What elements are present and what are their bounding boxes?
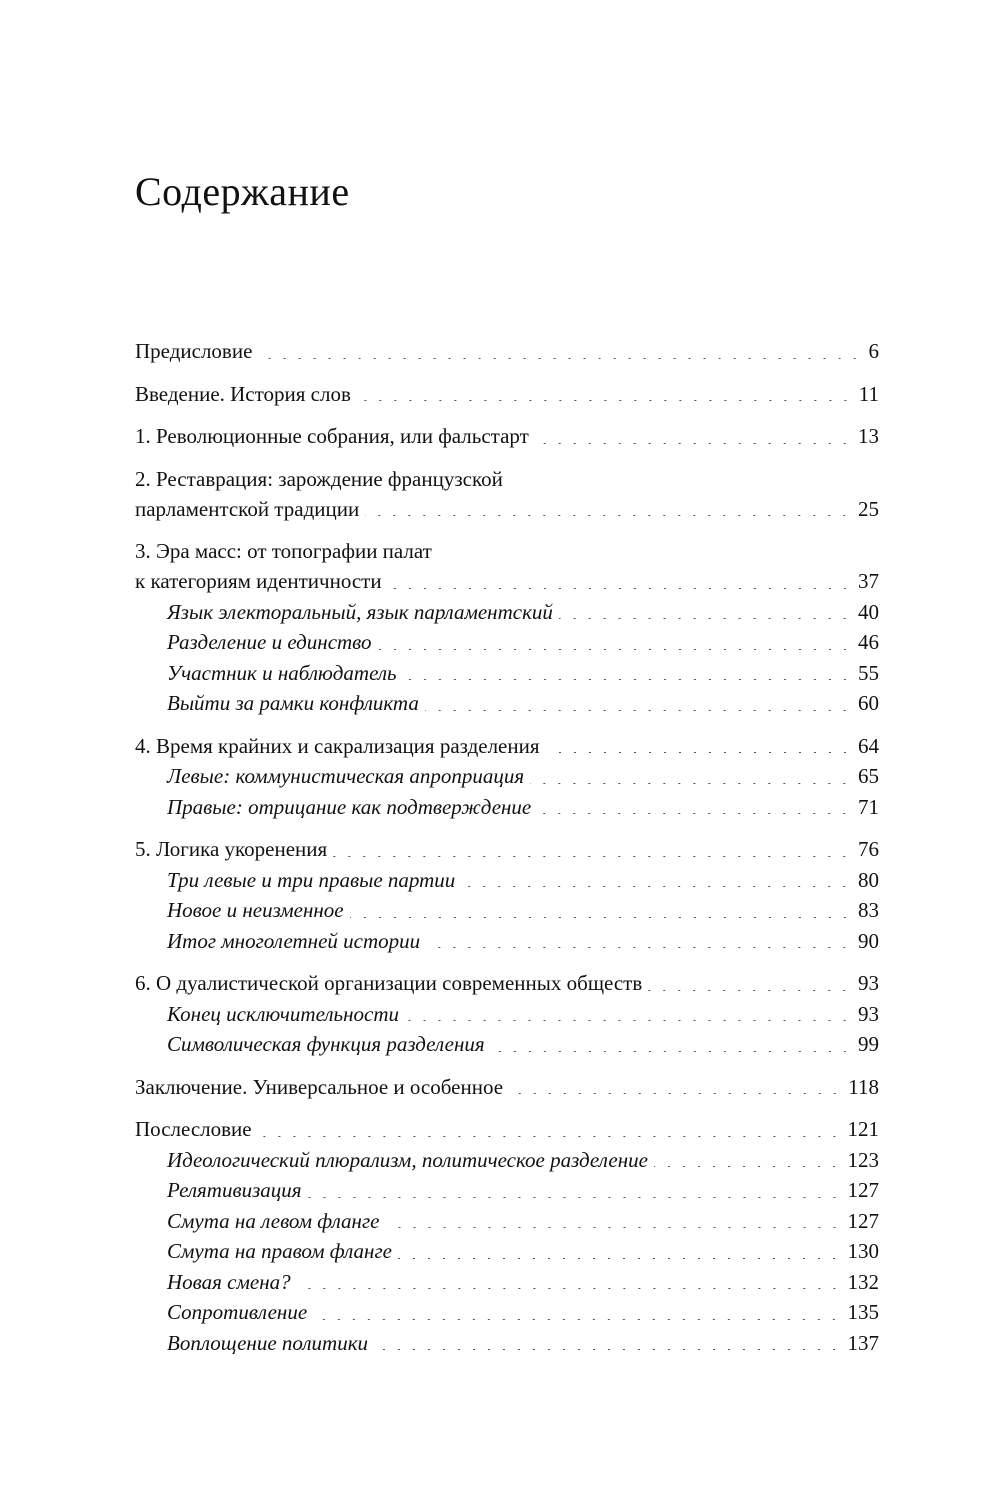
toc-subentry-label: Воплощение политики: [167, 1330, 369, 1355]
toc-section: [135, 336, 879, 367]
dot-leader: [535, 443, 852, 444]
toc-entry-page-number: 121: [847, 1117, 879, 1141]
toc-subentry-page-number: 93: [858, 1001, 879, 1026]
toc-entry-label: Введение. История слов: [135, 381, 351, 406]
dot-leader: [405, 1020, 852, 1021]
toc-subentry[interactable]: [135, 999, 879, 1030]
toc-subentry[interactable]: [135, 865, 879, 896]
toc-subentry-page-number: 127: [847, 1208, 879, 1233]
toc-subentry-page-number: 99: [858, 1032, 879, 1056]
toc-subentry-label: Символическая функция разделения: [167, 1032, 485, 1056]
dot-leader: [258, 1136, 842, 1137]
toc-subentry[interactable]: [135, 1206, 879, 1237]
toc-subentry[interactable]: [135, 926, 879, 957]
dot-leader: [403, 679, 852, 680]
page-title: Содержание: [135, 169, 350, 214]
toc-subentry[interactable]: [135, 761, 879, 792]
toc-subentry-page-number: 90: [858, 928, 879, 953]
toc-subentry-label: Конец исключительности: [167, 1001, 399, 1026]
toc-entry[interactable]: [135, 494, 879, 525]
toc-entry[interactable]: [135, 1114, 879, 1145]
toc-subentry[interactable]: [135, 1145, 879, 1176]
toc-subentry-label: Правые: отрицание как подтверждение: [167, 794, 532, 819]
toc-subentry-page-number: 60: [858, 691, 879, 715]
toc-subentry[interactable]: [135, 1267, 879, 1298]
toc-entry-page-number: 118: [848, 1074, 879, 1099]
dot-leader: [386, 1227, 842, 1228]
toc-entry-page-number: 76: [858, 837, 879, 861]
toc-entry-title-line: 3. Эра масс: от топографии палат: [135, 539, 432, 563]
toc-entry-title-line: 2. Реставрация: зарождение французской: [135, 466, 503, 491]
toc-entry-page-number: 6: [868, 339, 879, 363]
toc-section: [135, 464, 879, 525]
toc-subentry-page-number: 135: [847, 1300, 879, 1324]
toc-subentry-page-number: 55: [858, 660, 879, 685]
dot-leader: [313, 1319, 841, 1320]
dot-leader: [426, 947, 852, 948]
toc-subentry-page-number: 83: [858, 898, 879, 922]
toc-subentry[interactable]: [135, 1236, 879, 1267]
toc-entry-label: Заключение. Универсальное и особенное: [135, 1074, 504, 1099]
dot-leader: [491, 1051, 852, 1052]
dot-leader: [509, 1093, 842, 1094]
toc-section: [135, 379, 879, 410]
table-of-contents: [135, 336, 879, 1370]
dot-leader: [308, 1197, 842, 1198]
dot-leader: [654, 1166, 842, 1167]
dot-leader: [398, 1258, 842, 1259]
toc-section: [135, 421, 879, 452]
toc-subentry-label: Участник и наблюдатель: [167, 660, 397, 685]
toc-entry-label: 5. Логика укоренения: [135, 837, 328, 861]
toc-entry-label: 1. Революционные собрания, или фальстарт: [135, 424, 529, 448]
toc-entry-label: Послесловие: [135, 1117, 252, 1141]
dot-leader: [357, 400, 853, 401]
dot-leader: [530, 783, 852, 784]
toc-subentry-page-number: 137: [847, 1330, 879, 1355]
toc-subentry-label: Смута на правом фланге: [167, 1239, 392, 1263]
toc-subentry-label: Релятивизация: [167, 1178, 302, 1202]
toc-subentry-page-number: 80: [858, 867, 879, 892]
dot-leader: [461, 886, 852, 887]
dot-leader: [559, 618, 852, 619]
toc-subentry-page-number: 65: [858, 764, 879, 788]
dot-leader: [365, 515, 852, 516]
toc-subentry-page-number: 130: [847, 1239, 879, 1263]
dot-leader: [374, 1349, 841, 1350]
toc-subentry-label: Смута на левом фланге: [167, 1208, 380, 1233]
toc-section: [135, 536, 879, 719]
toc-subentry-label: Сопротивление: [167, 1300, 308, 1324]
toc-entry-page-number: 93: [858, 971, 879, 995]
toc-entry-page-number: 13: [858, 424, 879, 448]
dot-leader: [537, 813, 852, 814]
toc-section: [135, 1072, 879, 1103]
toc-entry-page-number: 64: [858, 733, 879, 758]
toc-subentry-page-number: 123: [847, 1147, 879, 1172]
dot-leader: [388, 588, 852, 589]
toc-entry-page-number: 37: [858, 569, 879, 593]
toc-entry[interactable]: [135, 421, 879, 452]
toc-entry-label: Предисловие: [135, 339, 253, 363]
toc-entry[interactable]: [135, 834, 879, 865]
dot-leader: [648, 990, 852, 991]
dot-leader: [378, 649, 852, 650]
toc-section: [135, 1114, 879, 1358]
toc-subentry-page-number: 132: [847, 1269, 879, 1294]
toc-entry[interactable]: [135, 968, 879, 999]
toc-entry[interactable]: [135, 731, 879, 762]
dot-leader: [425, 710, 852, 711]
toc-subentry-label: Идеологический плюрализм, политическое разделение: [167, 1147, 648, 1172]
toc-subentry-label: Левые: коммунистическая апроприация: [167, 764, 525, 788]
toc-subentry-label: Итог многолетней истории: [167, 928, 421, 953]
dot-leader: [350, 917, 852, 918]
toc-entry-page-number: 25: [858, 496, 879, 521]
toc-entry[interactable]: [135, 566, 879, 597]
toc-subentry[interactable]: [135, 688, 879, 719]
toc-subentry-page-number: 71: [858, 794, 879, 819]
toc-subentry-label: Выйти за рамки конфликта: [167, 691, 419, 715]
dot-leader: [546, 752, 852, 753]
toc-subentry[interactable]: [135, 792, 879, 823]
toc-entry[interactable]: [135, 336, 879, 367]
toc-section: [135, 968, 879, 1060]
toc-subentry[interactable]: [135, 1328, 879, 1359]
toc-section: [135, 834, 879, 956]
dot-leader: [297, 1288, 842, 1289]
toc-entry-label: к категориям идентичности: [135, 569, 382, 593]
toc-entry-label: парламентской традиции: [135, 496, 360, 521]
toc-subentry-label: Три левые и три правые партии: [167, 867, 456, 892]
dot-leader: [333, 856, 852, 857]
dot-leader: [258, 358, 862, 359]
toc-entry-page-number: 11: [858, 381, 879, 406]
toc-section: [135, 731, 879, 823]
toc-subentry[interactable]: [135, 1029, 879, 1060]
toc-subentry[interactable]: [135, 658, 879, 689]
toc-subentry-label: Новая смена?: [167, 1269, 291, 1294]
toc-subentry-page-number: 127: [847, 1178, 879, 1202]
toc-subentry-page-number: 40: [858, 599, 879, 624]
toc-entry-label: 4. Время крайних и сакрализация разделения: [135, 733, 540, 758]
toc-entry[interactable]: [135, 379, 879, 410]
toc-subentry[interactable]: [135, 627, 879, 658]
toc-subentry-label: Язык электоральный, язык парламентский: [167, 599, 553, 624]
toc-subentry[interactable]: [135, 1297, 879, 1328]
toc-subentry-label: Новое и неизменное: [167, 898, 344, 922]
toc-subentry[interactable]: [135, 895, 879, 926]
toc-entry-label: 6. О дуалистической организации современных обществ: [135, 971, 643, 995]
toc-subentry-page-number: 46: [858, 630, 879, 654]
toc-subentry-label: Разделение и единство: [167, 630, 372, 654]
toc-entry[interactable]: [135, 1072, 879, 1103]
toc-subentry[interactable]: [135, 597, 879, 628]
toc-subentry[interactable]: [135, 1175, 879, 1206]
